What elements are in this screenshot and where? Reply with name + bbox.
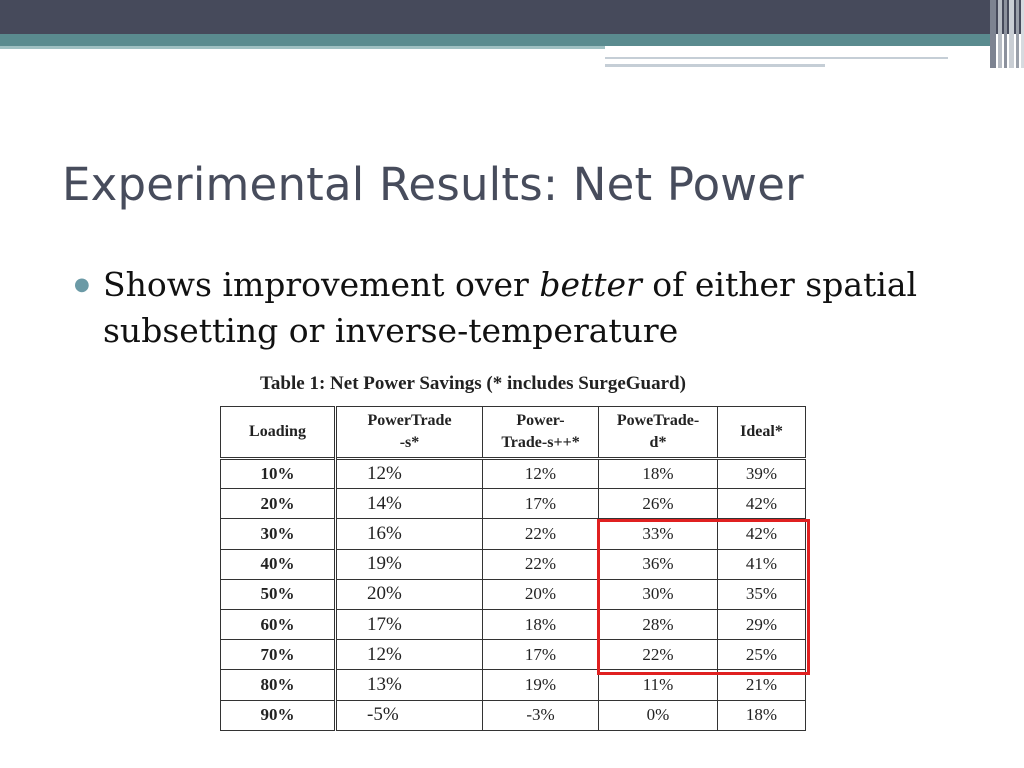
value-cell: 26% [599, 489, 718, 519]
header-teal-band [0, 34, 990, 46]
loading-cell: 50% [221, 579, 336, 609]
header-teal-line [0, 46, 605, 49]
highlight-box [597, 519, 810, 675]
value-cell: 11% [599, 670, 718, 700]
value-cell: 13% [336, 670, 483, 700]
value-cell: 17% [483, 489, 599, 519]
loading-cell: 10% [221, 459, 336, 489]
value-cell: 39% [718, 459, 806, 489]
loading-cell: 70% [221, 640, 336, 670]
header-powertrade-s-plus-label: Power- Trade-s++* [501, 412, 580, 451]
table-header-row [221, 407, 806, 459]
value-cell: 18% [483, 609, 599, 639]
bullet-icon: ● [74, 274, 90, 295]
loading-cell: 40% [221, 549, 336, 579]
value-cell: 12% [336, 459, 483, 489]
loading-cell: 20% [221, 489, 336, 519]
value-cell: 29% [718, 609, 806, 639]
header-bar [0, 0, 1024, 34]
value-cell: 25% [718, 640, 806, 670]
table-row [221, 459, 806, 489]
value-cell: 12% [483, 459, 599, 489]
header-ideal [718, 407, 806, 459]
header-grey-line [605, 57, 948, 59]
value-cell: 16% [336, 519, 483, 549]
header-ideal-label: Ideal* [740, 423, 783, 440]
bullet-text-start: Shows improvement over [103, 265, 540, 304]
value-cell: 18% [599, 459, 718, 489]
slide-title: Experimental Results: Net Power [62, 158, 804, 211]
value-cell: 20% [483, 579, 599, 609]
value-cell: 41% [718, 549, 806, 579]
value-cell: 17% [336, 609, 483, 639]
table-caption: Table 1: Net Power Savings (* includes SurgeGuard) [260, 373, 686, 394]
value-cell: 14% [336, 489, 483, 519]
value-cell: 33% [599, 519, 718, 549]
table-row [221, 489, 806, 519]
value-cell: 42% [718, 519, 806, 549]
value-cell: 22% [483, 519, 599, 549]
value-cell: 17% [483, 640, 599, 670]
value-cell: 21% [718, 670, 806, 700]
table-row [221, 700, 806, 730]
value-cell: 20% [336, 579, 483, 609]
value-cell: 19% [336, 549, 483, 579]
header-powertrade-s [336, 407, 483, 459]
bullet-text-end: of either spatial subsetting or inverse-temperature [103, 265, 918, 350]
header-corner-stripes [990, 0, 1024, 68]
header-loading-label: Loading [249, 423, 306, 440]
header-powetrade-d-label: PoweTrade- d* [616, 412, 700, 451]
value-cell: 22% [599, 640, 718, 670]
header-loading [221, 407, 336, 459]
value-cell: 0% [599, 700, 718, 730]
header-powetrade-d [599, 407, 718, 459]
header-grey-line-lower [605, 64, 825, 67]
value-cell: 19% [483, 670, 599, 700]
loading-cell: 90% [221, 700, 336, 730]
value-cell: 42% [718, 489, 806, 519]
value-cell: -3% [483, 700, 599, 730]
value-cell: 18% [718, 700, 806, 730]
bullet-text [103, 262, 983, 354]
value-cell: 28% [599, 609, 718, 639]
value-cell: 35% [718, 579, 806, 609]
header-powertrade-s-plus [483, 407, 599, 459]
loading-cell: 30% [221, 519, 336, 549]
bullet-emphasis: better [539, 265, 642, 304]
value-cell: -5% [336, 700, 483, 730]
value-cell: 30% [599, 579, 718, 609]
value-cell: 22% [483, 549, 599, 579]
value-cell: 12% [336, 640, 483, 670]
loading-cell: 80% [221, 670, 336, 700]
header-powertrade-s-label: PowerTrade -s* [367, 412, 452, 451]
value-cell: 36% [599, 549, 718, 579]
loading-cell: 60% [221, 609, 336, 639]
